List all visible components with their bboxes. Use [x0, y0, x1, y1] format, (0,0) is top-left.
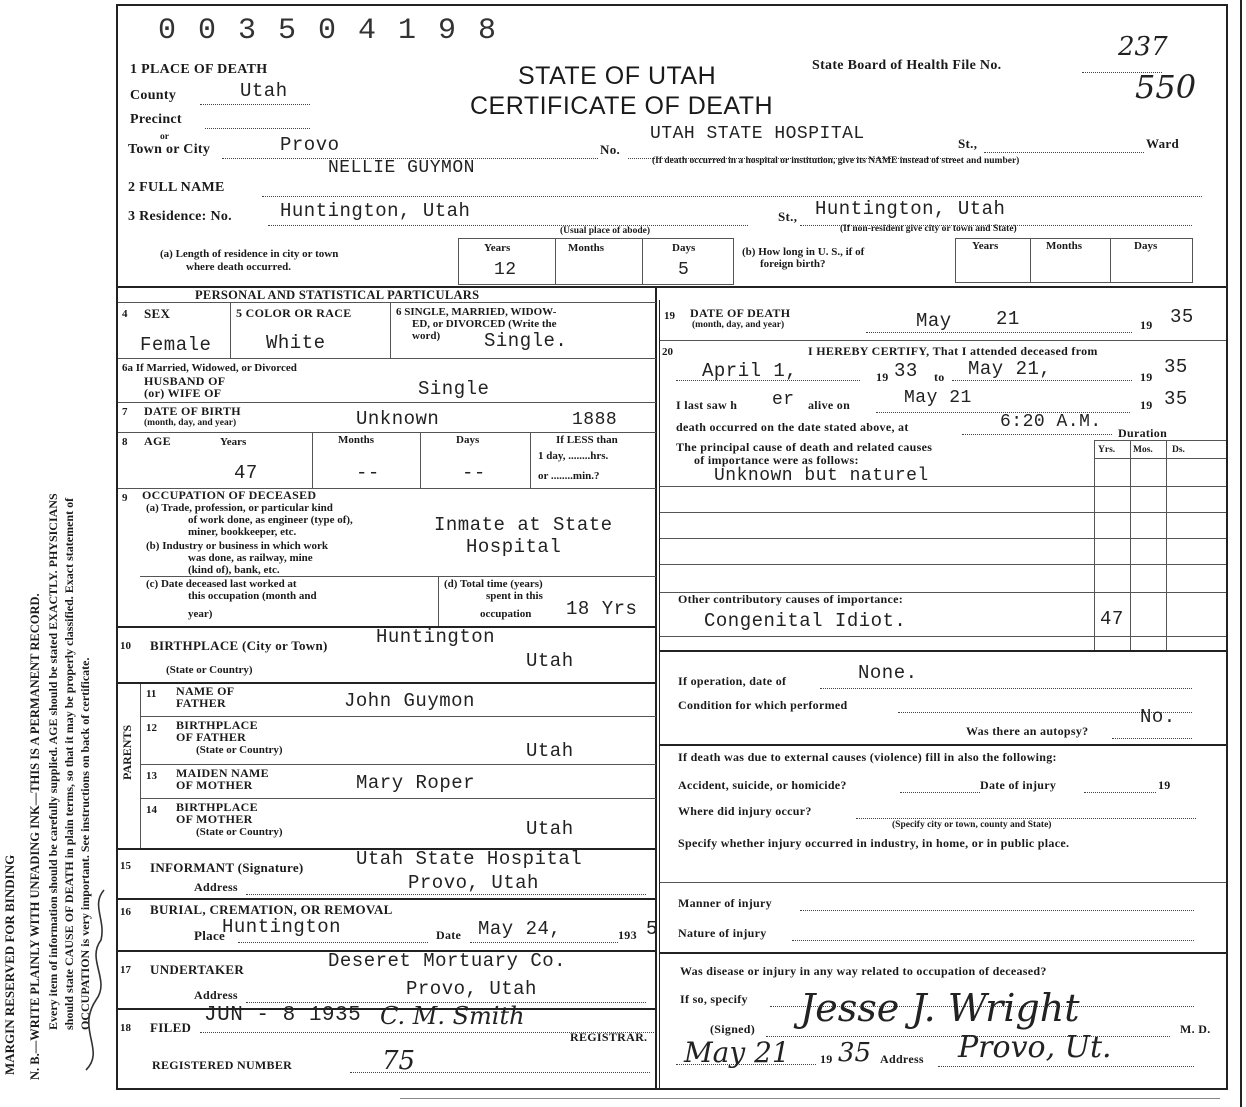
last-saw-year: 35 — [1164, 388, 1188, 410]
injury-year-prefix: 19 — [1158, 778, 1171, 792]
certify-to-label: to — [934, 370, 945, 384]
or-label: or — [160, 132, 169, 142]
date-of-death-label-a: DATE OF DEATH — [690, 306, 791, 320]
external-label: If death was due to external causes (violence) fill in also the following: — [678, 750, 1057, 764]
autopsy-label: Was there an autopsy? — [966, 724, 1089, 738]
margin-instruction-3: OCCUPATION is very important. See instructions on back of certificate. — [78, 657, 92, 1030]
occupation-c2: this occupation (month and — [188, 590, 317, 602]
street-label: St., — [958, 136, 978, 151]
age-years-header: Years — [220, 436, 247, 448]
occupation-a2: of work done, as engineer (type of), — [188, 514, 353, 526]
manner-label: Manner of injury — [678, 896, 772, 910]
dob-year-value: 1888 — [572, 410, 618, 430]
date-of-death-number: 19 — [664, 310, 675, 322]
age-years-value: 47 — [234, 462, 258, 484]
mother-bp-value: Utah — [526, 818, 574, 840]
certificate-number: 0 0 3 5 0 4 1 9 8 — [158, 14, 499, 48]
physician-address: Provo, Ut. — [958, 1030, 1112, 1065]
physician-address-label: Address — [880, 1052, 924, 1066]
certify-from-year: 33 — [894, 360, 918, 382]
birthplace-state-label: (State or Country) — [166, 664, 253, 676]
margin-binding-note: MARGIN RESERVED FOR BINDING — [2, 854, 17, 1075]
sex-number: 4 — [122, 308, 128, 320]
certify-from-year-prefix: 19 — [876, 370, 889, 384]
mother-label-a: MAIDEN NAME — [176, 766, 269, 780]
margin-instruction-1: Every item of information should be carefully supplied. AGE should be stated EXACTLY. PHYSICIANS — [46, 493, 60, 1030]
husband-label-c: (or) WIFE OF — [144, 386, 222, 400]
marital-label-c: word) — [412, 330, 441, 342]
institution-value: UTAH STATE HOSPITAL — [650, 124, 865, 144]
burial-place-value: Huntington — [222, 916, 342, 938]
marital-label-b: ED, or DIVORCED (Write the — [412, 318, 557, 330]
age-label: AGE — [144, 434, 171, 448]
husband-value: Single — [418, 378, 490, 400]
occupation-d2: spent in this — [486, 590, 543, 602]
father-bp-label-a: BIRTHPLACE — [176, 718, 258, 732]
less-day-label: 1 day, ........hrs. — [538, 450, 609, 462]
informant-number: 15 — [120, 860, 131, 872]
dob-label: DATE OF BIRTH — [144, 404, 241, 418]
age-months-header: Months — [338, 434, 375, 446]
other-causes-value: Congenital Idiot. — [704, 610, 907, 632]
occupation-a3: miner, bookkeeper, etc. — [188, 526, 297, 538]
mother-number: 13 — [146, 770, 157, 782]
certify-to-year: 35 — [1164, 356, 1188, 378]
last-saw-year-prefix: 19 — [1140, 398, 1153, 412]
birthplace-city: Huntington — [376, 626, 496, 648]
date-of-death-label-b: (month, day, and year) — [692, 320, 785, 330]
occupation-b3: (kind of), bank, etc. — [188, 564, 280, 576]
residence-street-label: St., — [778, 209, 798, 224]
personal-particulars-header: PERSONAL AND STATISTICAL PARTICULARS — [195, 288, 480, 302]
duration-yrs-header: Yrs. — [1098, 445, 1116, 455]
birthplace-state: Utah — [526, 650, 574, 672]
burial-year-prefix: 193 — [618, 928, 637, 942]
residence-days-header: Days — [672, 242, 696, 254]
md-label: M. D. — [1180, 1022, 1211, 1036]
death-month: May — [916, 310, 952, 332]
certify-to-year-prefix: 19 — [1140, 370, 1153, 384]
age-months-value: -- — [356, 462, 380, 484]
mother-bp-number: 14 — [146, 804, 157, 816]
birthplace-label: BIRTHPLACE (City or Town) — [150, 638, 328, 653]
occupation-d3: occupation — [480, 608, 532, 620]
certify-from: April 1, — [702, 360, 798, 382]
father-bp-number: 12 — [146, 722, 157, 734]
filed-number: 18 — [120, 1022, 131, 1034]
occupation-a1: (a) Trade, profession, or particular kind — [146, 502, 333, 514]
father-value: John Guymon — [344, 690, 475, 712]
last-saw-mid-label: alive on — [808, 398, 851, 412]
sex-value: Female — [140, 334, 212, 356]
town-value: Provo — [280, 134, 340, 156]
full-name-value: NELLIE GUYMON — [328, 158, 475, 178]
residence-years-header: Years — [484, 242, 511, 254]
cause-value: Unknown but naturel — [714, 466, 929, 486]
residence-value: Huntington, Utah — [280, 200, 471, 222]
certify-text: I HEREBY CERTIFY, That I attended deceased from — [808, 344, 1098, 358]
duration-ds-header: Ds. — [1172, 445, 1185, 455]
town-label: Town or City — [128, 142, 211, 157]
mother-bp-label-a: BIRTHPLACE — [176, 800, 258, 814]
us-days-header: Days — [1134, 240, 1158, 252]
certify-to: May 21, — [968, 358, 1052, 380]
last-saw-label: I last saw h — [676, 398, 738, 412]
burial-number: 16 — [120, 906, 131, 918]
precinct-label: Precinct — [130, 112, 182, 127]
informant-label: INFORMANT (Signature) — [150, 860, 304, 875]
mother-label-b: OF MOTHER — [176, 778, 253, 792]
condition-label: Condition for which performed — [678, 698, 848, 712]
other-causes-label: Other contributory causes of importance: — [678, 592, 904, 606]
undertaker-address-label: Address — [194, 988, 238, 1002]
nonresident-value: Huntington, Utah — [815, 198, 1006, 220]
occupation-c1: (c) Date deceased last worked at — [146, 578, 297, 590]
father-number: 11 — [146, 688, 157, 700]
county-value: Utah — [240, 80, 288, 102]
margin-scribble-mark — [76, 880, 116, 1080]
undertaker-number: 17 — [120, 964, 131, 976]
registered-number-value: 75 — [382, 1046, 416, 1076]
certify-number: 20 — [662, 346, 673, 358]
occupation-number: 9 — [122, 492, 128, 504]
filed-date: JUN - 8 1935 — [204, 1004, 362, 1027]
informant-address: Provo, Utah — [408, 872, 539, 894]
father-bp-label-c: (State or Country) — [196, 744, 283, 756]
ward-label: Ward — [1146, 136, 1179, 151]
signature-year: 35 — [838, 1038, 872, 1068]
undertaker-label: UNDERTAKER — [150, 962, 245, 977]
signed-label: (Signed) — [710, 1022, 756, 1036]
husband-label-a: 6a If Married, Widowed, or Divorced — [122, 362, 297, 374]
last-saw-pronoun: er — [772, 390, 795, 410]
duration-label: Duration — [1118, 426, 1168, 440]
sex-label: SEX — [144, 306, 171, 321]
autopsy-value: No. — [1140, 706, 1176, 728]
last-saw-date: May 21 — [904, 388, 972, 408]
certificate-title: CERTIFICATE OF DEATH — [470, 92, 774, 120]
operation-label: If operation, date of — [678, 674, 787, 688]
length-residence-label-b: where death occurred. — [186, 261, 291, 273]
related-label: Was disease or injury in any way related to occupation of deceased? — [680, 964, 1047, 978]
occupation-a-value: Inmate at State — [434, 514, 613, 536]
mother-value: Mary Roper — [356, 772, 476, 794]
county-label: County — [130, 88, 177, 103]
parents-side-label: PARENTS — [120, 724, 134, 780]
filed-label: FILED — [150, 1020, 192, 1035]
occupation-b-value: Hospital — [466, 536, 562, 558]
occupation-label: OCCUPATION OF DECEASED — [142, 488, 317, 502]
residence-label: 3 Residence: No. — [128, 209, 232, 224]
residence-days-value: 5 — [678, 260, 690, 280]
if-so-label: If so, specify — [680, 992, 748, 1006]
occurred-label: death occurred on the date stated above, at — [676, 420, 909, 434]
where-note: (Specify city or town, county and State) — [892, 820, 1052, 830]
margin-nb-note: N. B.—WRITE PLAINLY WITH UNFADING INK—THIS IS A PERMANENT RECORD. — [28, 593, 42, 1080]
nonresident-note: (If non-resident give city or town and State) — [840, 224, 1017, 234]
death-year-prefix: 19 — [1140, 318, 1153, 332]
institution-note: (If death occurred in a hospital or institution, give its NAME instead of street and number) — [652, 156, 1020, 166]
where-label: Where did injury occur? — [678, 804, 812, 818]
burial-date-label: Date — [436, 928, 462, 942]
burial-label: BURIAL, CREMATION, OR REMOVAL — [150, 902, 393, 917]
death-time: 6:20 A.M. — [1000, 412, 1102, 432]
burial-date-value: May 24, — [478, 918, 562, 940]
us-length-label-a: (b) How long in U. S., if of — [742, 246, 865, 258]
file-number-label: State Board of Health File No. — [812, 58, 1002, 73]
dob-value: Unknown — [356, 408, 440, 430]
occupation-d1: (d) Total time (years) — [444, 578, 543, 590]
occupation-c3: year) — [188, 608, 213, 620]
registrar-signature: C. M. Smith — [380, 1002, 525, 1030]
occupation-d-value: 18 Yrs — [566, 598, 638, 620]
file-number-2: 550 — [1135, 68, 1197, 106]
informant-value: Utah State Hospital — [356, 848, 583, 870]
nature-label: Nature of injury — [678, 926, 767, 940]
occupation-b1: (b) Industry or business in which work — [146, 540, 328, 552]
file-number-1: 237 — [1118, 32, 1168, 62]
age-days-header: Days — [456, 434, 480, 446]
less-than-label: If LESS than — [556, 434, 618, 446]
registered-number-label: REGISTERED NUMBER — [152, 1058, 293, 1072]
father-bp-value: Utah — [526, 740, 574, 762]
mother-bp-label-c: (State or Country) — [196, 826, 283, 838]
signature-date: May 21 — [684, 1036, 790, 1069]
dob-sublabel: (month, day, and year) — [144, 418, 237, 428]
registrar-label: REGISTRAR. — [570, 1030, 648, 1044]
undertaker-address: Provo, Utah — [406, 978, 537, 1000]
marital-value: Single. — [484, 330, 568, 352]
marital-label-a: 6 SINGLE, MARRIED, WIDOW- — [396, 306, 557, 318]
state-title: STATE OF UTAH — [518, 62, 717, 90]
margin-instruction-2: should state CAUSE OF DEATH in plain terms, so that it may be properly classified. Exact statement of — [62, 497, 76, 1030]
duration-mos-header: Mos. — [1133, 445, 1153, 455]
informant-address-label: Address — [194, 880, 238, 894]
physician-signature: Jesse J. Wright — [800, 986, 1080, 1030]
burial-year-value: 5 — [646, 918, 658, 940]
less-min-label: or ........min.? — [538, 470, 600, 482]
signature-year-prefix: 19 — [820, 1052, 833, 1066]
place-of-death-label: 1 PLACE OF DEATH — [130, 62, 268, 77]
no-label: No. — [600, 142, 621, 157]
husband-label-b: HUSBAND OF — [144, 374, 226, 388]
color-label: 5 COLOR OR RACE — [236, 306, 352, 320]
injury-date-label: Date of injury — [980, 778, 1057, 792]
usual-abode-note: (Usual place of abode) — [560, 226, 650, 236]
color-value: White — [266, 332, 326, 354]
accident-label: Accident, suicide, or homicide? — [678, 778, 847, 792]
cause-label-a: The principal cause of death and related causes — [676, 440, 933, 454]
other-causes-duration: 47 — [1100, 608, 1124, 630]
us-length-label-b: foreign birth? — [760, 258, 826, 270]
cause-label-b: of importance were as follows: — [694, 453, 859, 467]
length-residence-label-a: (a) Length of residence in city or town — [160, 248, 339, 260]
dob-number: 7 — [122, 406, 128, 418]
age-days-value: -- — [462, 462, 486, 484]
father-bp-label-b: OF FATHER — [176, 730, 247, 744]
operation-value: None. — [858, 662, 918, 684]
full-name-label: 2 FULL NAME — [128, 180, 225, 195]
burial-place-label: Place — [194, 928, 226, 943]
birthplace-number: 10 — [120, 640, 131, 652]
death-year: 35 — [1170, 306, 1194, 328]
mother-bp-label-b: OF MOTHER — [176, 812, 253, 826]
father-label-b: FATHER — [176, 696, 227, 710]
death-day: 21 — [996, 308, 1020, 330]
us-years-header: Years — [972, 240, 999, 252]
undertaker-value: Deseret Mortuary Co. — [328, 950, 567, 972]
specify-place-label: Specify whether injury occurred in industry, in home, or in public place. — [678, 836, 1070, 850]
residence-years-value: 12 — [494, 260, 517, 280]
age-number: 8 — [122, 436, 128, 448]
us-months-header: Months — [1046, 240, 1083, 252]
residence-months-header: Months — [568, 242, 605, 254]
occupation-b2: was done, as railway, mine — [188, 552, 313, 564]
father-label-a: NAME OF — [176, 684, 235, 698]
